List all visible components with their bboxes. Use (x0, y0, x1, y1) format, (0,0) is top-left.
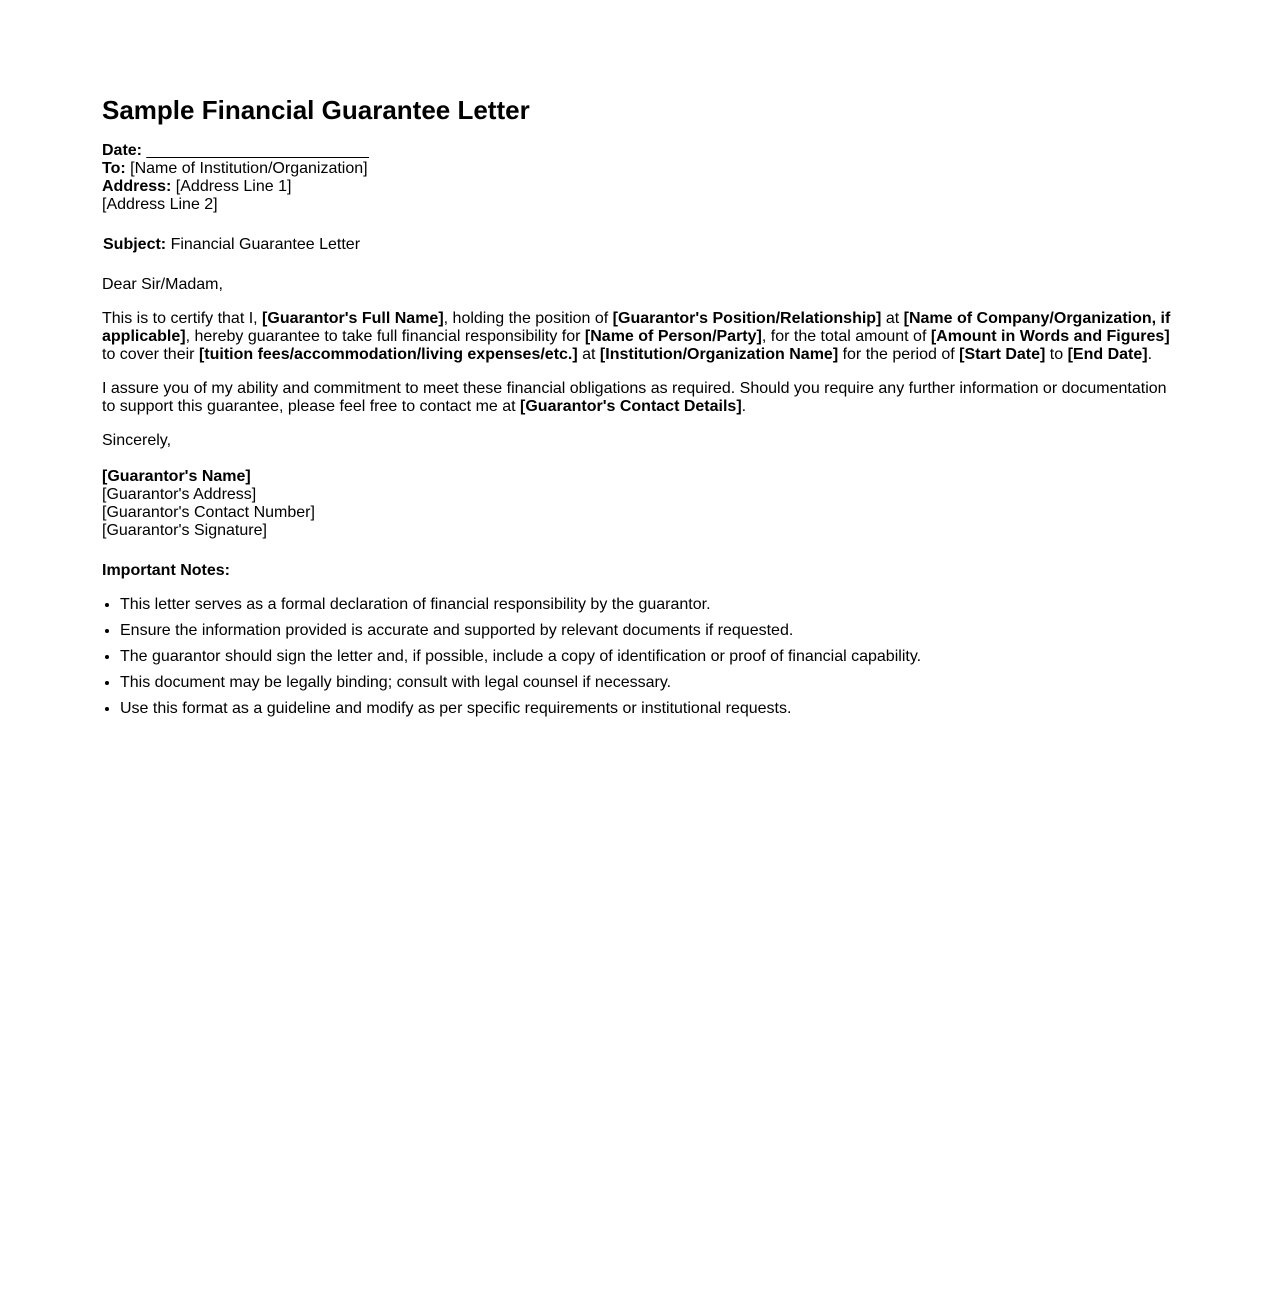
para-text: This is to certify that I, (102, 310, 263, 327)
signature-address: [Guarantor's Address] (102, 486, 257, 503)
to-line (102, 160, 1176, 178)
placeholder-guarantor-position: [Guarantor's Position/Relationship] (612, 310, 882, 327)
placeholder-expense-type: [tuition fees/accommodation/living expenses/etc.] (198, 346, 578, 363)
certification-paragraph (102, 310, 1176, 364)
date-value: _________________________ (142, 142, 369, 159)
list-item: • Use this format as a guideline and modify as per specific requirements or institutional requests. (120, 700, 1176, 718)
notes-heading-text: Important Notes: (102, 562, 230, 579)
signature-name: [Guarantor's Name] (102, 468, 251, 485)
placeholder-guarantor-full-name: [Guarantor's Full Name] (262, 310, 444, 327)
address-line-1-value: [Address Line 1] (171, 178, 292, 195)
document-title: Sample Financial Guarantee Letter (102, 95, 530, 125)
para-text: . (741, 398, 747, 415)
placeholder-end-date: [End Date] (1067, 346, 1148, 363)
para-text: at (881, 310, 904, 327)
list-item: • The guarantor should sign the letter and, if possible, include a copy of identification or proof of financial capability. (120, 648, 1176, 666)
signature-block (102, 468, 1176, 540)
list-item: • This document may be legally binding; consult with legal counsel if necessary. (120, 674, 1176, 692)
para-text: , hereby guarantee to take full financial responsibility for (185, 328, 585, 345)
assurance-paragraph (102, 380, 1176, 416)
address-line-2: [Address Line 2] (102, 196, 218, 213)
subject-line (103, 236, 1176, 254)
para-text: for the period of (838, 346, 960, 363)
subject-value: Financial Guarantee Letter (166, 236, 361, 253)
para-text: I assure you of my ability and commitment to meet these financial obligations as required. Should you require any further information or documentation to support this guarantee, please feel free to contact me at (102, 380, 1167, 415)
para-text: at (577, 346, 600, 363)
address-label: Address: (102, 178, 172, 195)
date-line (102, 142, 1176, 160)
salutation: Dear Sir/Madam, (102, 276, 223, 293)
list-item: • Ensure the information provided is accurate and supported by relevant documents if requested. (120, 622, 1176, 640)
subject-label: Subject: (103, 236, 167, 253)
address-line-1 (102, 178, 1176, 196)
notes-list (102, 596, 1176, 718)
signature-sign: [Guarantor's Signature] (102, 522, 267, 539)
list-item: • This letter serves as a formal declaration of financial responsibility by the guarantor. (120, 596, 1176, 614)
to-label: To: (102, 160, 126, 177)
letter-header (102, 142, 1176, 214)
para-text: to (1045, 346, 1068, 363)
para-text: to cover their (102, 346, 199, 363)
placeholder-contact-details: [Guarantor's Contact Details] (520, 398, 742, 415)
para-text: , holding the position of (443, 310, 613, 327)
para-text: , for the total amount of (761, 328, 931, 345)
placeholder-amount: [Amount in Words and Figures] (930, 328, 1170, 345)
to-value: [Name of Institution/Organization] (125, 160, 368, 177)
placeholder-company-name: [Name of Company/Organization, if applicable] (102, 310, 1171, 345)
placeholder-institution-name: [Institution/Organization Name] (599, 346, 839, 363)
placeholder-person-name: [Name of Person/Party] (584, 328, 762, 345)
para-text: . (1147, 346, 1153, 363)
notes-heading (102, 562, 1176, 580)
placeholder-start-date: [Start Date] (959, 346, 1046, 363)
date-label: Date: (102, 142, 143, 159)
closing: Sincerely, (102, 432, 172, 449)
signature-contact: [Guarantor's Contact Number] (102, 504, 315, 521)
